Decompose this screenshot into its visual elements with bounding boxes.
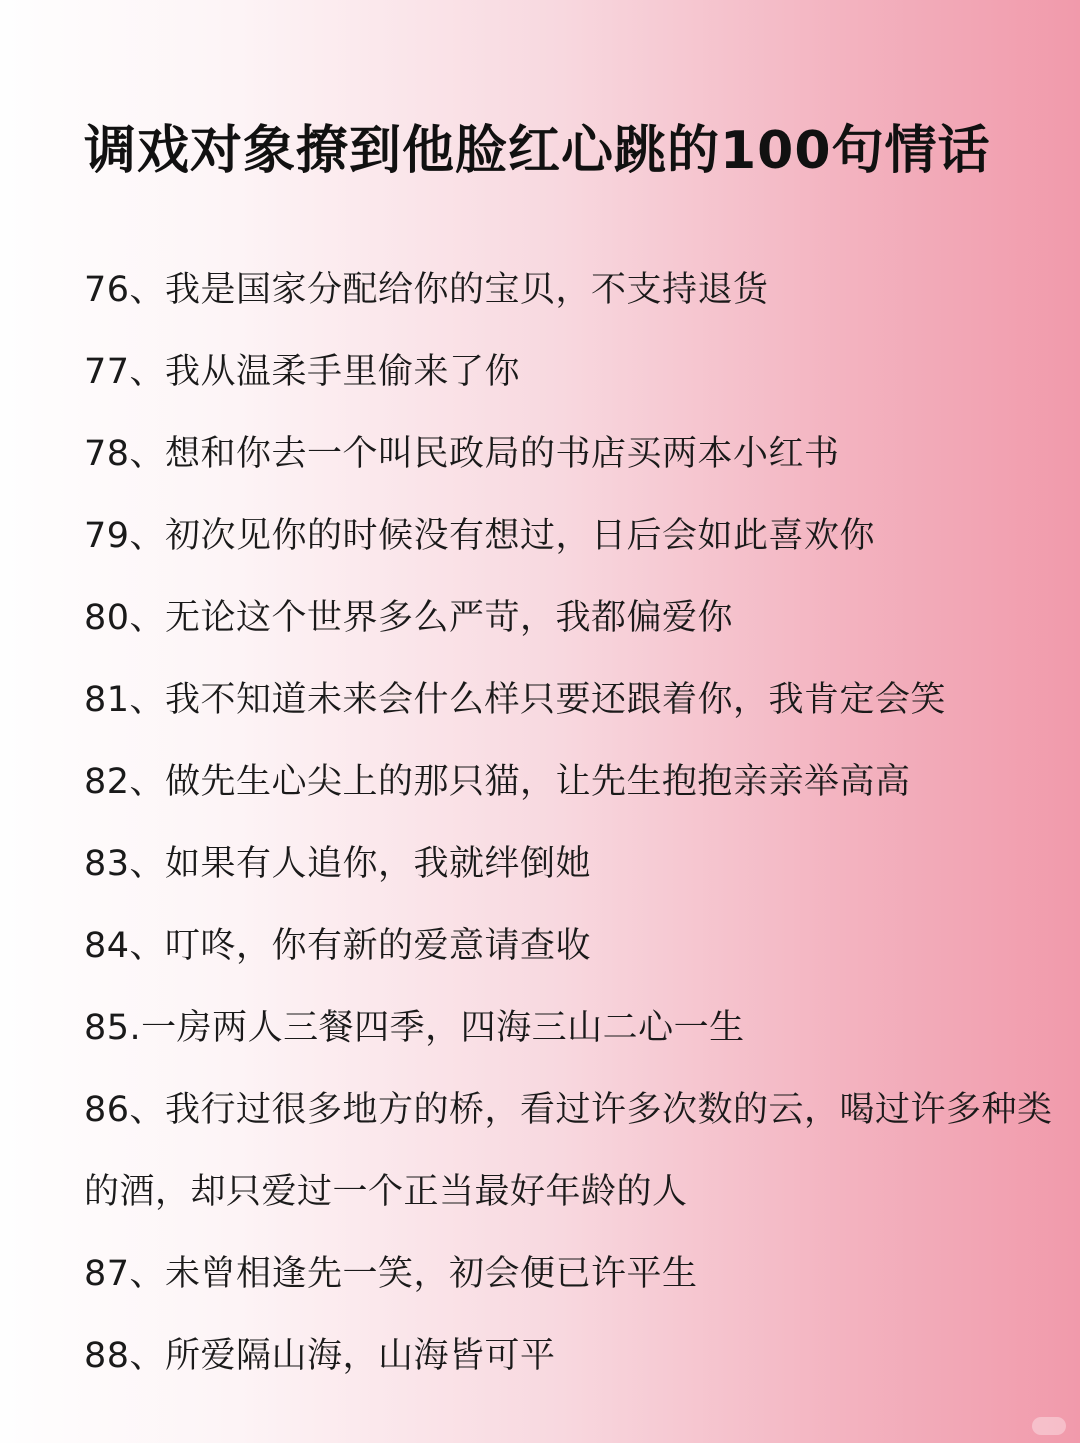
list-item: 80、无论这个世界多么严苛，我都偏爱你 bbox=[84, 598, 734, 638]
watermark-badge bbox=[1032, 1417, 1066, 1435]
list-item: 87、未曾相逢先一笑，初会便已许平生 bbox=[84, 1254, 698, 1294]
list-item: 85.一房两人三餐四季，四海三山二心一生 bbox=[84, 1008, 745, 1048]
list-item: 79、初次见你的时候没有想过，日后会如此喜欢你 bbox=[84, 516, 876, 556]
list-item: 82、做先生心尖上的那只猫，让先生抱抱亲亲举高高 bbox=[84, 762, 911, 802]
list-item: 83、如果有人追你，我就绊倒她 bbox=[84, 844, 592, 884]
list-item: 84、叮咚，你有新的爱意请查收 bbox=[84, 926, 592, 966]
list-item: 76、我是国家分配给你的宝贝，不支持退货 bbox=[84, 270, 769, 310]
list-item: 的酒，却只爱过一个正当最好年龄的人 bbox=[84, 1172, 688, 1212]
list-item: 86、我行过很多地方的桥，看过许多次数的云，喝过许多种类 bbox=[84, 1090, 1053, 1130]
list-item: 81、我不知道未来会什么样只要还跟着你，我肯定会笑 bbox=[84, 680, 947, 720]
page-title: 调戏对象撩到他脸红心跳的100句情话 bbox=[84, 121, 991, 181]
quote-list bbox=[84, 258, 1053, 1406]
list-item: 88、所爱隔山海，山海皆可平 bbox=[84, 1336, 556, 1376]
list-item: 77、我从温柔手里偷来了你 bbox=[84, 352, 521, 392]
list-item: 78、想和你去一个叫民政局的书店买两本小红书 bbox=[84, 434, 840, 474]
